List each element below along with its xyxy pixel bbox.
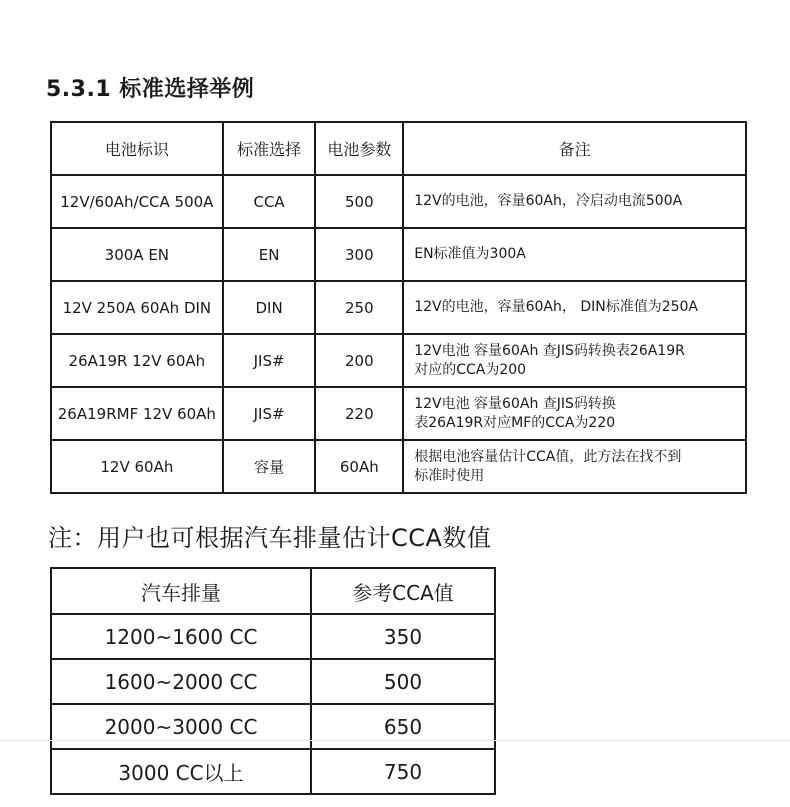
cell-standard: JIS#: [223, 334, 316, 387]
cell-displacement: 1200~1600 CC: [51, 614, 311, 659]
header-battery-label: 电池标识: [51, 122, 223, 175]
cell-note: [403, 281, 746, 334]
note-text: 根据电池容量估计CCA值，此方法在找不到 标准时使用: [414, 448, 682, 484]
header-reference-cca: 参考CCA值: [311, 568, 495, 614]
cell-param: 200: [315, 334, 403, 387]
note-text: 12V的电池，容量60Ah， DIN标准值为250A: [414, 299, 699, 315]
cell-cca: 500: [311, 659, 495, 704]
cell-cca: 650: [311, 704, 495, 749]
table-header-row: [51, 568, 495, 614]
cell-displacement: 2000~3000 CC: [51, 704, 311, 749]
table-row: [51, 281, 746, 334]
cell-displacement: 1600~2000 CC: [51, 659, 311, 704]
cell-standard: CCA: [223, 175, 316, 228]
remark-text: 注：用户也可根据汽车排量估计CCA数值: [48, 524, 492, 552]
cell-battery-label: 12V 250A 60Ah DIN: [51, 281, 223, 334]
header-param: 电池参数: [315, 122, 403, 175]
table-row: [51, 440, 746, 493]
table-row: [51, 228, 746, 281]
cell-note: [403, 440, 746, 493]
table-row: [51, 614, 495, 659]
cell-battery-label: 12V 60Ah: [51, 440, 223, 493]
table-row: [51, 334, 746, 387]
table-row: [51, 387, 746, 440]
table-row: [51, 749, 495, 794]
cell-battery-label: 300A EN: [51, 228, 223, 281]
cell-param: 220: [315, 387, 403, 440]
cell-param: 250: [315, 281, 403, 334]
table-row: [51, 659, 495, 704]
cell-note: [403, 334, 746, 387]
cell-param: 60Ah: [315, 440, 403, 493]
cell-param: 500: [315, 175, 403, 228]
cell-cca: 750: [311, 749, 495, 794]
section-heading: 5.3.1 标准选择举例: [46, 77, 255, 102]
cell-standard: 容量: [223, 440, 316, 493]
cell-battery-label: 26A19RMF 12V 60Ah: [51, 387, 223, 440]
standard-selection-table: [50, 121, 747, 494]
header-note: 备注: [403, 122, 746, 175]
cell-note: [403, 228, 746, 281]
cell-battery-label: 26A19R 12V 60Ah: [51, 334, 223, 387]
note-text: 12V电池 容量60Ah 查JIS码转换表26A19R 对应的CCA为200: [414, 342, 685, 378]
cell-note: [403, 175, 746, 228]
cell-cca: 350: [311, 614, 495, 659]
cell-param: 300: [315, 228, 403, 281]
note-text: 12V的电池，容量60Ah，冷启动电流500A: [414, 193, 683, 209]
page-divider: [0, 740, 790, 741]
cell-standard: JIS#: [223, 387, 316, 440]
cell-displacement: 3000 CC以上: [51, 749, 311, 794]
note-text: 12V电池 容量60Ah 查JIS码转换 表26A19R对应MF的CCA为220: [414, 395, 616, 431]
header-standard: 标准选择: [223, 122, 316, 175]
note-text: EN标准值为300A: [414, 246, 526, 262]
table-row: [51, 175, 746, 228]
cell-standard: DIN: [223, 281, 316, 334]
table-header-row: [51, 122, 746, 175]
cell-standard: EN: [223, 228, 316, 281]
displacement-cca-table: [50, 567, 496, 795]
cell-battery-label: 12V/60Ah/CCA 500A: [51, 175, 223, 228]
cell-note: [403, 387, 746, 440]
header-displacement: 汽车排量: [51, 568, 311, 614]
table-row: [51, 704, 495, 749]
